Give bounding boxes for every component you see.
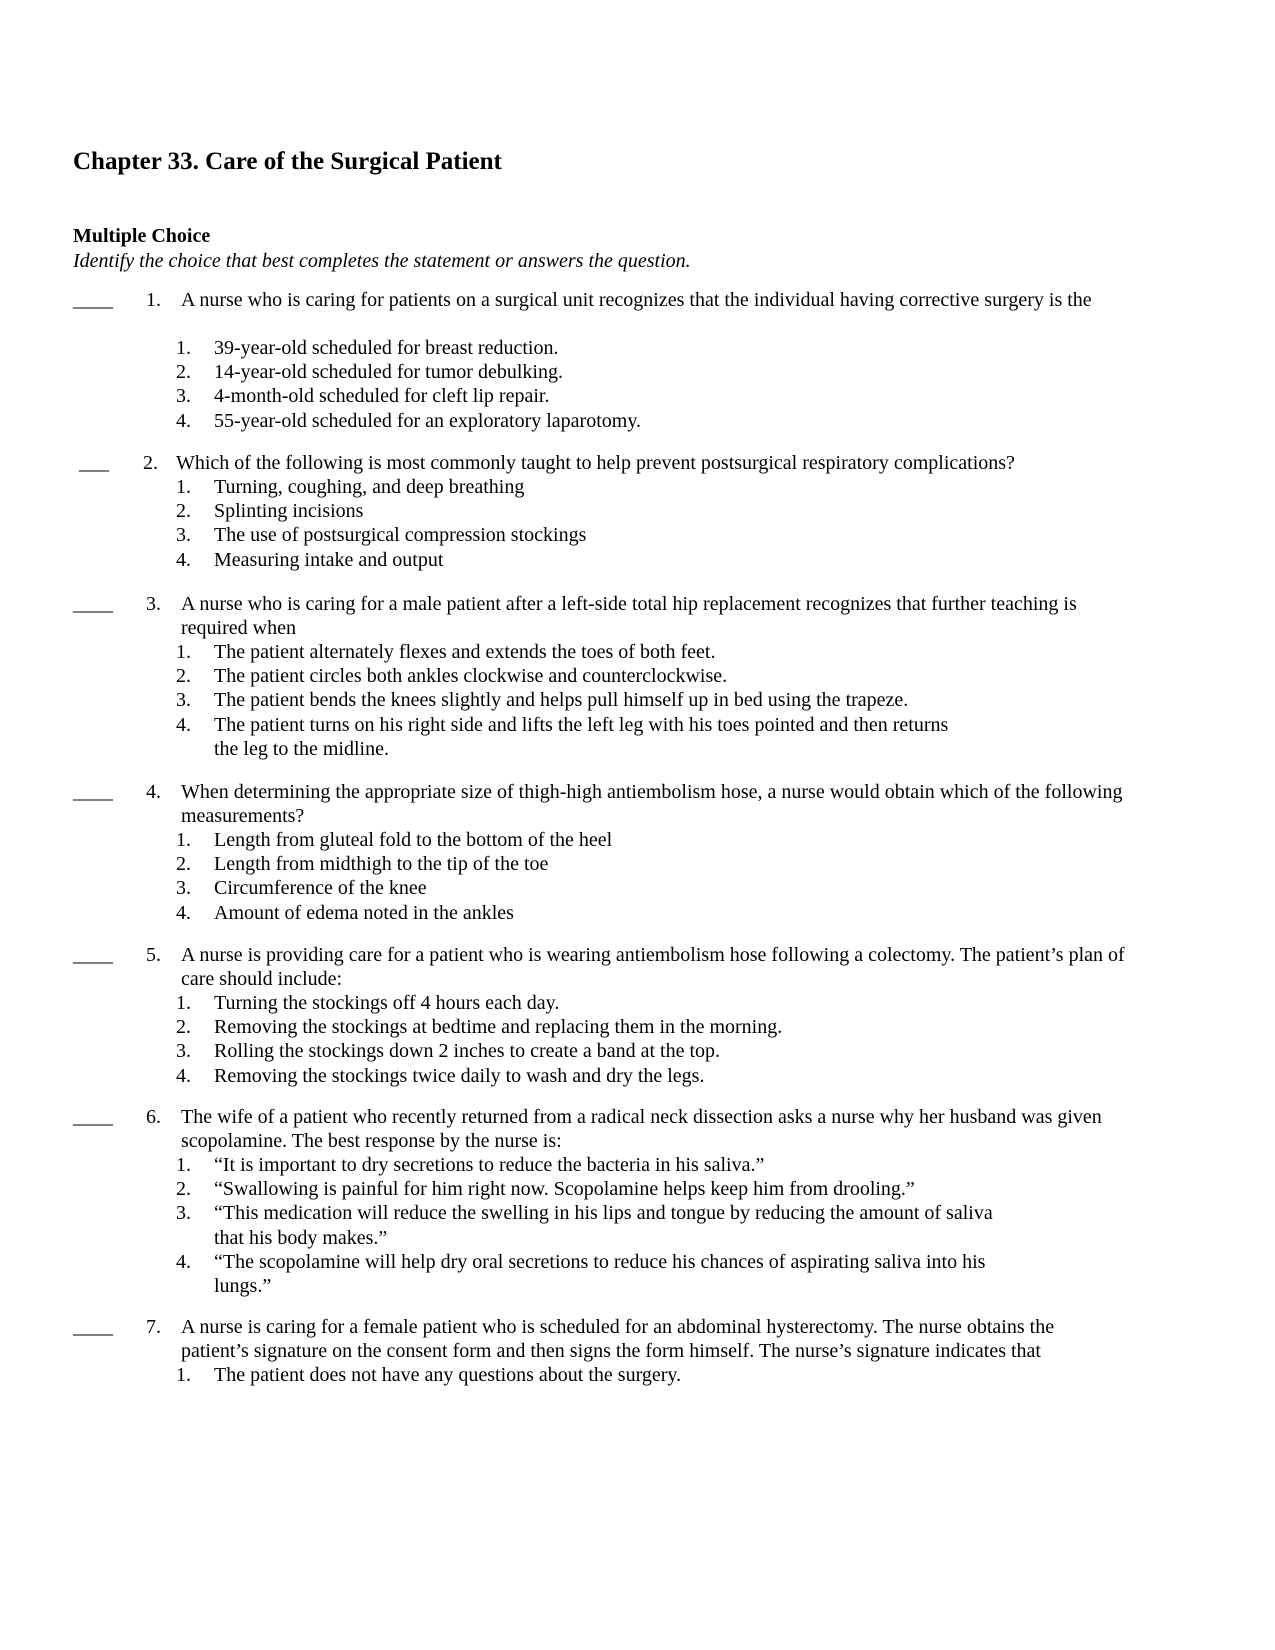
answer-options [0,1153,1275,1298]
option-number: 2. [176,500,191,523]
answer-option [0,475,1275,499]
option-number: 2. [176,361,191,384]
option-text: Measuring intake and output [214,548,444,571]
option-number: 3. [176,877,191,900]
answer-option [0,991,1275,1015]
answer-option [0,713,1275,761]
answer-options [0,640,1275,761]
option-text: Amount of edema noted in the ankles [214,901,514,924]
answer-option [0,384,1275,408]
option-number: 3. [176,385,191,408]
question-number: 7. [146,1316,161,1338]
question-stem: A nurse who is caring for a male patient after a left-side total hip replacement recognizes that further teaching is required when [181,593,1077,640]
option-number: 4. [176,1064,191,1087]
answer-option [0,828,1275,852]
option-number: 3. [176,1040,191,1063]
question-number: 6. [146,1106,161,1128]
answer-option [0,852,1275,876]
answer-option [0,1064,1275,1088]
option-text: “It is important to dry secretions to reduce the bacteria in his saliva.” [214,1154,765,1176]
answer-options [0,475,1275,572]
answer-blank[interactable]: ____ [73,289,113,311]
answer-option [0,664,1275,688]
question-stem: The wife of a patient who recently returned from a radical neck dissection asks a nurse why her husband was given scopolamine. The best response by the nurse is: [181,1106,1102,1153]
answer-option [0,688,1275,712]
answer-option [0,336,1275,360]
answer-option [0,1039,1275,1063]
option-text: Turning the stockings off 4 hours each day. [214,992,560,1014]
answer-option [0,1201,1275,1249]
option-text: 39-year-old scheduled for breast reduction. [214,337,559,359]
option-text: The patient does not have any questions about the surgery. [214,1364,682,1386]
option-number: 3. [176,524,191,547]
question-stem: Which of the following is most commonly taught to help prevent postsurgical respiratory complications? [176,452,1015,474]
option-text: The patient alternately flexes and extends the toes of both feet. [214,641,716,663]
answer-option [0,1250,1275,1298]
answer-option [0,548,1275,572]
option-text: Splinting incisions [214,500,364,523]
answer-option [0,876,1275,900]
question-stem: A nurse is caring for a female patient who is scheduled for an abdominal hysterectomy. The nurse obtains the patient’s signature on the consent form and then signs the form himself. The nurse’s signature indicates that [181,1316,1055,1363]
question-stem: A nurse who is caring for patients on a surgical unit recognizes that the individual having corrective surgery is the [181,289,1092,311]
option-text: The patient circles both ankles clockwise and counterclockwise. [214,665,728,688]
option-text: 14-year-old scheduled for tumor debulking. [214,361,563,384]
answer-blank[interactable]: ___ [79,452,109,474]
option-text: The patient turns on his right side and lifts the left leg with his toes pointed and then returns the leg to the midline. [214,713,949,760]
question-number: 1. [146,289,161,311]
option-text: The patient bends the knees slightly and helps pull himself up in bed using the trapeze. [214,689,909,712]
option-text: Rolling the stockings down 2 inches to create a band at the top. [214,1040,720,1063]
option-number: 2. [176,853,191,876]
option-number: 1. [176,992,191,1014]
question-number: 4. [146,781,161,803]
option-number: 4. [176,548,191,571]
answer-option [0,1363,1275,1387]
answer-blank[interactable]: ____ [73,1106,113,1128]
answer-option [0,360,1275,384]
answer-options [0,991,1275,1088]
option-text: Removing the stockings twice daily to wash and dry the legs. [214,1064,705,1087]
option-number: 2. [176,1178,191,1201]
question-number: 5. [146,944,161,966]
option-text: 4-month-old scheduled for cleft lip repair. [214,385,550,408]
option-number: 4. [176,901,191,924]
answer-options [0,828,1275,925]
option-number: 1. [176,829,191,851]
answer-option [0,523,1275,547]
answer-blank[interactable]: ____ [73,593,113,615]
option-text: Removing the stockings at bedtime and replacing them in the morning. [214,1016,783,1039]
question-number: 3. [146,593,161,615]
section-heading: Multiple Choice [73,225,211,247]
option-number: 1. [176,641,191,663]
answer-options [0,336,1275,433]
option-number: 2. [176,665,191,688]
option-text: Length from midthigh to the tip of the toe [214,853,549,876]
option-number: 1. [176,1154,191,1176]
answer-blank[interactable]: ____ [73,1316,113,1338]
question-stem: When determining the appropriate size of thigh-high antiembolism hose, a nurse would obtain which of the following measurements? [181,781,1123,828]
option-text: Turning, coughing, and deep breathing [214,476,525,498]
option-text: “Swallowing is painful for him right now. Scopolamine helps keep him from drooling.” [214,1178,915,1201]
option-number: 3. [176,689,191,712]
option-number: 3. [176,1202,191,1225]
option-number: 2. [176,1016,191,1039]
answer-option [0,901,1275,925]
option-text: 55-year-old scheduled for an exploratory laparotomy. [214,409,642,432]
answer-option [0,1153,1275,1177]
answer-blank[interactable]: ____ [73,781,113,803]
answer-options [0,1363,1275,1387]
option-text: “This medication will reduce the swelling in his lips and tongue by reducing the amount of saliva that his body makes.” [214,1202,993,1249]
answer-option [0,499,1275,523]
option-number: 1. [176,476,191,498]
answer-option [0,1177,1275,1201]
option-number: 1. [176,337,191,359]
answer-option [0,640,1275,664]
option-text: Length from gluteal fold to the bottom of the heel [214,829,613,851]
option-number: 4. [176,713,191,736]
option-number: 4. [176,409,191,432]
option-text: Circumference of the knee [214,877,427,900]
option-text: The use of postsurgical compression stockings [214,524,587,547]
chapter-title: Chapter 33. Care of the Surgical Patient [73,148,502,175]
option-text: “The scopolamine will help dry oral secretions to reduce his chances of aspirating saliva into his lungs.” [214,1250,986,1298]
option-number: 4. [176,1250,191,1273]
question-number: 2. [143,452,158,474]
option-number: 1. [176,1364,191,1386]
answer-blank[interactable]: ____ [73,944,113,966]
answer-option [0,1015,1275,1039]
section-instructions: Identify the choice that best completes the statement or answers the question. [73,250,691,272]
question-stem: A nurse is providing care for a patient who is wearing antiembolism hose following a colectomy. The patient’s plan of care should include: [181,944,1125,991]
answer-option [0,409,1275,433]
